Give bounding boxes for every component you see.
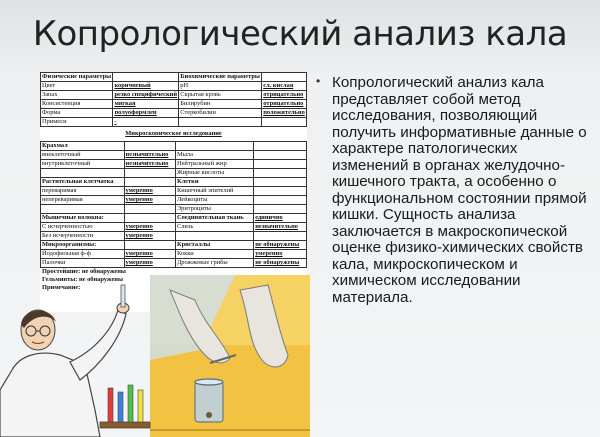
report-cell: коричневый [113, 82, 179, 91]
report-micro-table [40, 141, 307, 268]
beaker [195, 379, 223, 422]
report-row [41, 241, 307, 250]
report-row [41, 214, 307, 223]
report-row [41, 100, 307, 109]
report-cell: отрицательно [262, 100, 307, 109]
report-cell [124, 241, 175, 250]
report-row [41, 250, 307, 259]
report-cell: Скрытая кровь [179, 91, 262, 100]
report-cell: умеренно [124, 223, 175, 232]
report-cell: умеренно [124, 232, 175, 241]
body-paragraph: Копрологический анализ кала представляет собой метод исследования, позволяющий получить информативные данные о характере патологических изменений в органах желудочно-кишечного тракта, а особенно о функциональном состоянии прямой кишки. Сущность анализа заключается в макроскопической оценке физико-химических свойств кала, микроскопическом и химическом исследовании материала. [332, 74, 587, 306]
report-cell [254, 160, 307, 169]
report-cell: полуоформлен [113, 109, 179, 118]
report-cell: внеклеточный [41, 151, 125, 160]
report-physical-table [40, 72, 307, 127]
report-cell: незначительно [124, 151, 175, 160]
report-cell [254, 205, 307, 214]
report-row [41, 232, 307, 241]
report-cell [254, 232, 307, 241]
report-row [41, 259, 307, 268]
report-row [41, 178, 307, 187]
report-row [41, 73, 307, 82]
report-cell: переваримая [41, 187, 125, 196]
report-row [41, 223, 307, 232]
report-cell: Соединительная ткань [175, 214, 253, 223]
test-tube-rack [100, 385, 150, 428]
report-cell: Слизь [175, 223, 253, 232]
report-cell: Растительная клетчатка [41, 178, 125, 187]
report-cell: не обнаружены [254, 259, 307, 268]
report-cell [179, 118, 262, 127]
report-footer-line: Примечание: [42, 284, 81, 291]
report-row [41, 91, 307, 100]
report-cell: Дрожжевые грибы [175, 259, 253, 268]
report-cell: Форма [41, 109, 113, 118]
report-cell: положительно [263, 109, 305, 116]
report-cell: единично [254, 214, 307, 223]
report-cell [41, 205, 125, 214]
report-cell: Мыла [175, 151, 253, 160]
bullet-marker: • [316, 74, 321, 88]
report-cell [254, 151, 307, 160]
report-cell: непереваримая [41, 196, 125, 205]
report-row [41, 151, 307, 160]
report-row [41, 205, 307, 214]
report-cell: Цвет [41, 82, 113, 91]
report-cell: - [113, 118, 179, 127]
report-cell [262, 118, 307, 127]
report-cell: незначительно [124, 160, 175, 169]
report-cell: pH [179, 82, 262, 91]
report-footer-line: Гельминты: не обнаружены [42, 276, 123, 283]
report-cell: не обнаружены [254, 241, 307, 250]
report-cell: отрицательно [262, 91, 307, 100]
report-cell: Примеси [41, 118, 113, 127]
report-row [41, 169, 307, 178]
report-cell: Кокки [175, 250, 253, 259]
report-row [41, 82, 307, 91]
report-cell [113, 73, 179, 82]
report-row [41, 118, 307, 127]
report-cell: умеренно [124, 187, 175, 196]
report-cell [254, 196, 307, 205]
report-cell [254, 169, 307, 178]
report-cell: Биохимические параметры [180, 73, 260, 80]
report-cell [124, 169, 175, 178]
report-cell: Микроорганизмы: [41, 241, 125, 250]
report-cell: Консистенция [41, 100, 113, 109]
report-cell: Палочки [41, 259, 125, 268]
report-cell: Йодофильная ф-ф [41, 250, 125, 259]
report-row [41, 160, 307, 169]
report-cell: Нейтральный жир [175, 160, 253, 169]
report-cell [124, 205, 175, 214]
report-cell [254, 142, 307, 151]
report-micro-title: Микроскопическое исследование [125, 130, 222, 137]
report-cell: Кишечный эпителий [175, 187, 253, 196]
report-cell [175, 232, 253, 241]
report-cell: Клетки [175, 178, 253, 187]
report-cell: Билирубин [179, 100, 262, 109]
report-cell: С исчерченностью [41, 223, 125, 232]
report-cell: Без исчерченности [41, 232, 125, 241]
report-cell: незначительно [254, 223, 307, 232]
report-cell: Крахмал [41, 142, 125, 151]
slide-title: Копрологический анализ кала [32, 14, 568, 54]
report-cell: умеренно [124, 259, 175, 268]
report-row [41, 196, 307, 205]
report-cell [124, 142, 175, 151]
report-row [41, 109, 307, 118]
report-cell: Лейкоциты [175, 196, 253, 205]
report-cell: Жирные кислоты [175, 169, 253, 178]
report-cell: умеренно [124, 196, 175, 205]
report-cell: мягкая [113, 100, 179, 109]
report-cell: Стеркобилин [179, 109, 262, 118]
report-cell: сл. кислая [262, 82, 307, 91]
report-cell [254, 187, 307, 196]
report-cell: внутриклеточный [41, 160, 125, 169]
report-cell: Кристаллы [175, 241, 253, 250]
report-cell: Запах [41, 91, 113, 100]
report-cell: резко специфический [114, 91, 178, 98]
report-cell: умеренно [124, 250, 175, 259]
report-cell [124, 214, 175, 223]
report-cell: Мышечные волокна: [41, 214, 125, 223]
lab-illustration [0, 270, 320, 437]
report-cell: Эритроциты [175, 205, 253, 214]
report-cell [175, 142, 253, 151]
report-cell [254, 178, 307, 187]
report-footer-line: Простейшие: не обнаружены [42, 268, 126, 275]
report-cell [41, 169, 125, 178]
report-cell [262, 73, 307, 82]
report-row [41, 142, 307, 151]
report-cell: Физические параметры [42, 73, 112, 80]
report-row [41, 187, 307, 196]
report-cell [124, 178, 175, 187]
report-cell: умеренно [254, 250, 307, 259]
